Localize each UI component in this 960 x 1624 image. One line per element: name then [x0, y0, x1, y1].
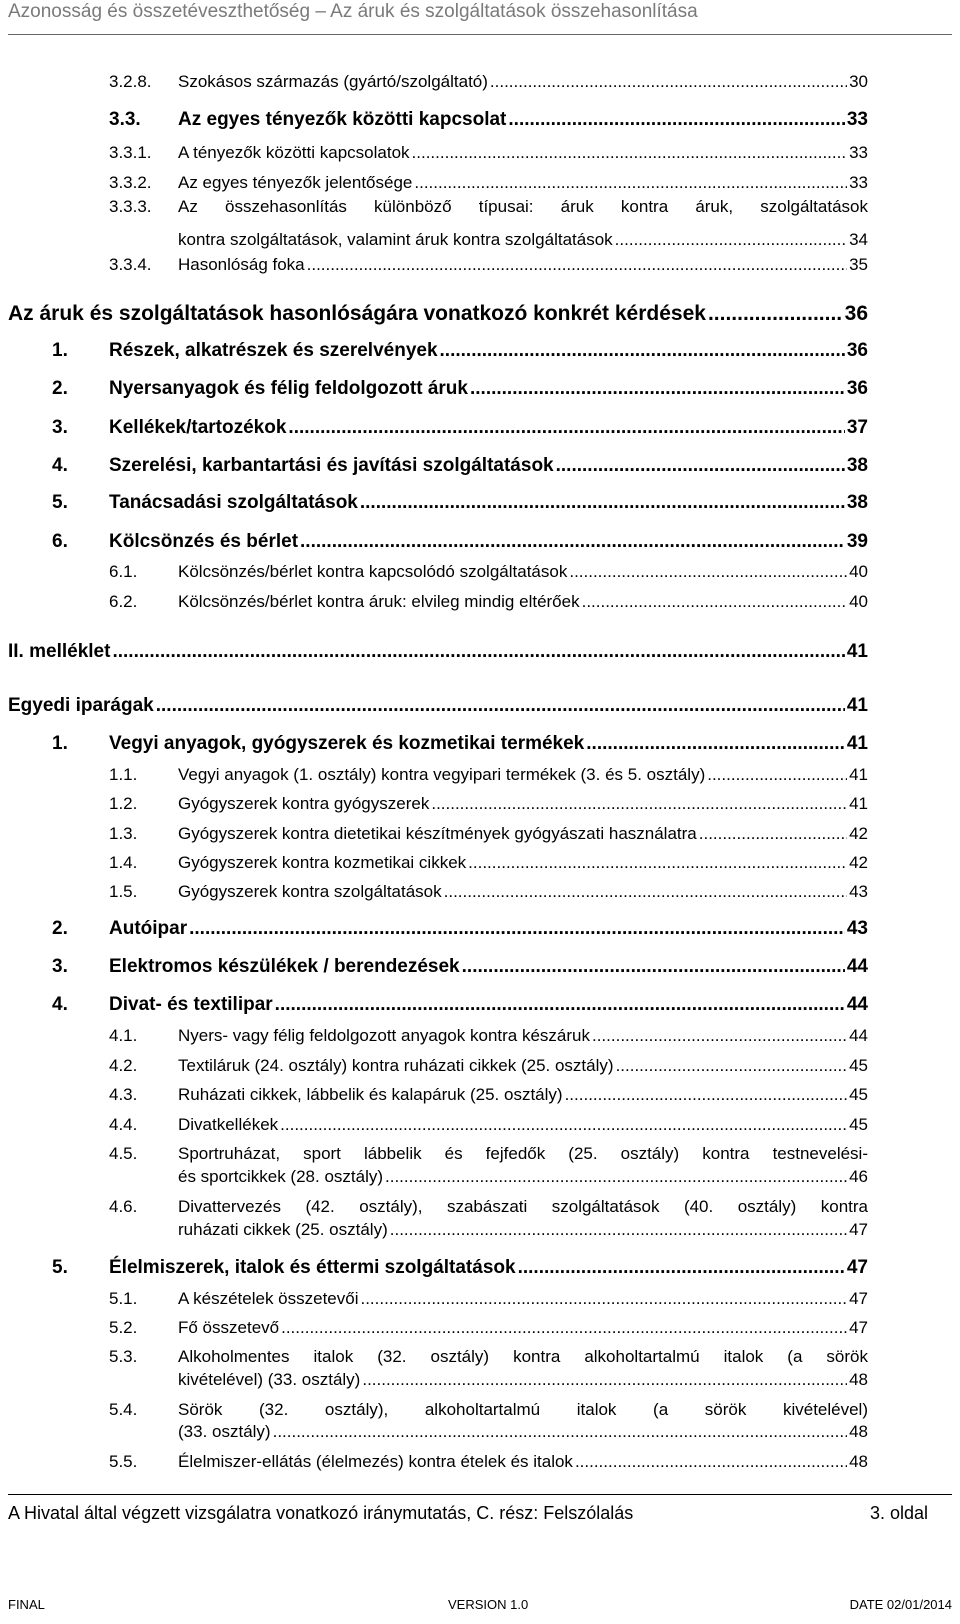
- dot-leader: [440, 340, 845, 362]
- dot-leader: [616, 1056, 848, 1076]
- toc-entry-page: 40: [849, 562, 868, 581]
- toc-entry-page: 48: [849, 1422, 868, 1441]
- toc-entry-number: 1.: [52, 733, 68, 754]
- toc-entry-page: 42: [849, 853, 868, 872]
- toc-entry-title: kontra szolgáltatások, valamint áruk kontra szolgáltatások: [178, 230, 613, 249]
- toc-entry-page: 36: [846, 378, 868, 399]
- toc-entry-page: 47: [846, 1257, 868, 1278]
- toc-entry-number: 4.2.: [109, 1056, 138, 1075]
- footer-document-title: A Hivatal által végzett vizsgálatra vonatkozó iránymutatás, C. rész: Felszólalás: [8, 1503, 634, 1523]
- toc-entry-number: 4.4.: [109, 1115, 138, 1134]
- dot-leader: [431, 794, 847, 814]
- footer-date: DATE 02/01/2014: [849, 1597, 952, 1612]
- toc-entry-number: 4.1.: [109, 1026, 138, 1045]
- toc-entry-page: 41: [846, 695, 868, 716]
- toc-entry-page: 37: [846, 417, 868, 438]
- dot-leader: [565, 1085, 848, 1105]
- toc-entry-page: 35: [849, 255, 868, 274]
- toc-entry-title: Autóipar: [109, 918, 188, 939]
- dot-leader: [156, 695, 845, 717]
- toc-entry-title: kivételével) (33. osztály): [178, 1370, 361, 1389]
- toc-entry-page: 43: [846, 918, 868, 939]
- toc-entry-page: 44: [846, 994, 868, 1015]
- toc-entry-title: Gyógyszerek kontra szolgáltatások: [178, 882, 442, 901]
- toc-entry-page: 33: [849, 143, 868, 162]
- dot-leader: [414, 173, 847, 193]
- toc-entry-number: 1.4.: [109, 853, 138, 872]
- toc-entry-page: 47: [849, 1289, 868, 1308]
- toc-entry-title: Gyógyszerek kontra dietetikai készítmények gyógyászati használatra: [178, 824, 697, 843]
- dot-leader: [462, 956, 845, 978]
- toc-entry-title: II. melléklet: [8, 641, 111, 662]
- toc-entry-page: 45: [849, 1085, 868, 1104]
- toc-entry-number: 5.2.: [109, 1318, 138, 1337]
- toc-entry-title: Részek, alkatrészek és szerelvények: [109, 340, 438, 361]
- toc-entry-page: 33: [849, 173, 868, 192]
- toc-entry-page: 36: [846, 340, 868, 361]
- dot-leader: [586, 733, 845, 755]
- toc-entry-title: Egyedi iparágak: [8, 695, 154, 716]
- toc-entry-number: 4.: [52, 455, 68, 476]
- toc-entry-title: Divat- és textilipar: [109, 994, 273, 1015]
- toc-entry-title: Szerelési, karbantartási és javítási szolgáltatások: [109, 455, 554, 476]
- toc-entry-title: Nyersanyagok és félig feldolgozott áruk: [109, 378, 468, 399]
- toc-entry-number: 3.: [52, 956, 68, 977]
- toc-entry-page: 48: [849, 1370, 868, 1389]
- toc-entry-page: 44: [846, 956, 868, 977]
- toc-entry-page: 43: [849, 882, 868, 901]
- toc-entry-title: A tényezők közötti kapcsolatok: [178, 143, 410, 162]
- toc-entry-title-line1: Sörök (32. osztály), alkoholtartalmú italok (a sörök kivételével): [178, 1400, 868, 1419]
- toc-entry-title-line1: Alkoholmentes italok (32. osztály) kontra alkoholtartalmú italok (a sörök: [178, 1347, 868, 1366]
- dot-leader: [707, 765, 847, 785]
- toc-entry-page: 45: [849, 1056, 868, 1075]
- dot-leader: [112, 641, 844, 663]
- toc-entry-number: 4.3.: [109, 1085, 138, 1104]
- dot-leader: [444, 882, 847, 902]
- toc-entry-title: A készételek összetevői: [178, 1289, 359, 1308]
- toc-entry-title: Textiláruk (24. osztály) kontra ruházati cikkek (25. osztály): [178, 1056, 614, 1075]
- page-footer: [8, 1494, 952, 1525]
- dot-leader: [575, 1452, 847, 1472]
- dot-leader: [518, 1257, 845, 1279]
- dot-leader: [708, 302, 843, 326]
- toc-entry-page: 41: [846, 641, 868, 662]
- toc-entry-title: ruházati cikkek (25. osztály): [178, 1220, 388, 1239]
- toc-entry-page: 45: [849, 1115, 868, 1134]
- toc-entry-title: Nyers- vagy félig feldolgozott anyagok kontra készáruk: [178, 1026, 590, 1045]
- running-header: [8, 0, 952, 35]
- dot-leader: [582, 592, 847, 612]
- toc-entry-page: 47: [849, 1220, 868, 1239]
- toc-entry-number: 5.4.: [109, 1400, 138, 1419]
- dot-leader: [556, 455, 845, 477]
- toc-entry-number: 4.6.: [109, 1197, 138, 1216]
- toc-entry-title: Fő összetevő: [178, 1318, 280, 1337]
- toc-entry-number: 4.: [52, 994, 68, 1015]
- toc-entry-title: Ruházati cikkek, lábbelik és kalapáruk (25. osztály): [178, 1085, 563, 1104]
- toc-entry-title: Divatkellékek: [178, 1115, 279, 1134]
- toc-entry-title: Az egyes tényezők közötti kapcsolat: [178, 109, 507, 130]
- dot-leader: [490, 72, 847, 92]
- dot-leader: [307, 255, 847, 275]
- toc-entry-page: 34: [849, 230, 868, 249]
- dot-leader: [385, 1167, 847, 1187]
- toc-entry-title: Gyógyszerek kontra kozmetikai cikkek: [178, 853, 467, 872]
- dot-leader: [280, 1115, 847, 1135]
- toc-entry-number: 3.3.4.: [109, 255, 152, 274]
- toc-entry-title: (33. osztály): [178, 1422, 271, 1441]
- toc-entry-number: 6.1.: [109, 562, 138, 581]
- toc-entry-number: 3.2.8.: [109, 72, 152, 91]
- toc-entry-number: 5.: [52, 492, 68, 513]
- toc-entry-title: Vegyi anyagok (1. osztály) kontra vegyipari termékek (3. és 5. osztály): [178, 765, 706, 784]
- toc-entry-title: Kölcsönzés/bérlet kontra áruk: elvileg mindig eltérőek: [178, 592, 580, 611]
- version-footer: [8, 1594, 952, 1616]
- toc-entry-page: 40: [849, 592, 868, 611]
- toc-entry-number: 5.3.: [109, 1347, 138, 1366]
- dot-leader: [189, 918, 845, 940]
- dot-leader: [281, 1318, 847, 1338]
- toc-entry-title-line1: Az összehasonlítás különböző típusai: áruk kontra áruk, szolgáltatások: [178, 197, 868, 216]
- toc-entry-number: 1.2.: [109, 794, 138, 813]
- dot-leader: [288, 417, 844, 439]
- toc-entry-title: Élelmiszer-ellátás (élelmezés) kontra ételek és italok: [178, 1452, 573, 1471]
- toc-entry-page: 41: [849, 794, 868, 813]
- dot-leader: [592, 1026, 847, 1046]
- dot-leader: [615, 230, 847, 250]
- toc-entry-title: Szokásos származás (gyártó/szolgáltató): [178, 72, 488, 91]
- toc-entry-number: 3.: [52, 417, 68, 438]
- toc-entry-number: 1.3.: [109, 824, 138, 843]
- toc-entry-title: Kellékek/tartozékok: [109, 417, 287, 438]
- toc-entry-page: 33: [846, 109, 868, 130]
- toc-entry-number: 3.3.: [109, 109, 141, 130]
- dot-leader: [412, 143, 848, 163]
- dot-leader: [508, 109, 844, 131]
- toc-entry-page: 30: [849, 72, 868, 91]
- dot-leader: [362, 1370, 847, 1390]
- toc-entry-number: 3.3.1.: [109, 143, 152, 162]
- toc-entry-page: 46: [849, 1167, 868, 1186]
- toc-entry-title: és sportcikkek (28. osztály): [178, 1167, 384, 1186]
- toc-entry-title: Vegyi anyagok, gyógyszerek és kozmetikai termékek: [109, 733, 585, 754]
- toc-entry-title-line1: Sportruházat, sport lábbelik és fejfedők (25. osztály) kontra testnevelési-: [178, 1144, 868, 1163]
- footer-version: VERSION 1.0: [448, 1597, 529, 1612]
- toc-entry-number: 2.: [52, 918, 68, 939]
- toc-entry-number: 1.: [52, 340, 68, 361]
- dot-leader: [390, 1220, 847, 1240]
- toc-entry-title: Kölcsönzés/bérlet kontra kapcsolódó szolgáltatások: [178, 562, 568, 581]
- toc-entry-page: 41: [849, 765, 868, 784]
- toc-entry-page: 47: [849, 1318, 868, 1337]
- toc-entry-page: 41: [846, 733, 868, 754]
- toc-entry-number: 3.3.2.: [109, 173, 152, 192]
- dot-leader: [360, 1289, 847, 1309]
- toc-entry-page: 38: [846, 455, 868, 476]
- toc-entry-number: 1.5.: [109, 882, 138, 901]
- toc-entry-number: 5.5.: [109, 1452, 138, 1471]
- dot-leader: [569, 562, 847, 582]
- toc-entry-number: 5.1.: [109, 1289, 138, 1308]
- toc-entry-number: 5.: [52, 1257, 68, 1278]
- toc-entry-title-line1: Divattervezés (42. osztály), szabászati szolgáltatások (40. osztály) kontra: [178, 1197, 868, 1216]
- toc-entry-title: Az áruk és szolgáltatások hasonlóságára vonatkozó konkrét kérdések: [8, 302, 706, 325]
- toc-entry-number: 1.1.: [109, 765, 138, 784]
- dot-leader: [300, 531, 845, 553]
- toc-entry-number: 2.: [52, 378, 68, 399]
- dot-leader: [273, 1422, 847, 1442]
- toc-entry-page: 42: [849, 824, 868, 843]
- toc-entry-page: 48: [849, 1452, 868, 1471]
- dot-leader: [699, 824, 847, 844]
- dot-leader: [275, 994, 845, 1016]
- header-title: Azonosság és összetéveszthetőség – Az áruk és szolgáltatások összehasonlítása: [8, 1, 698, 22]
- toc-entry-title: Elektromos készülékek / berendezések: [109, 956, 460, 977]
- toc-entry-number: 4.5.: [109, 1144, 138, 1163]
- toc-entry-title: Tanácsadási szolgáltatások: [109, 492, 358, 513]
- toc-entry-title: Hasonlóság foka: [178, 255, 305, 274]
- toc-entry-number: 6.: [52, 531, 68, 552]
- dot-leader: [470, 378, 845, 400]
- toc-entry-page: 38: [846, 492, 868, 513]
- toc-entry-title: Kölcsönzés és bérlet: [109, 531, 299, 552]
- footer-final: FINAL: [8, 1597, 45, 1612]
- toc-entry-number: 6.2.: [109, 592, 138, 611]
- toc-entry-title: Gyógyszerek kontra gyógyszerek: [178, 794, 430, 813]
- page-number: 3. oldal: [869, 1503, 928, 1523]
- toc-entry-title: Élelmiszerek, italok és éttermi szolgáltatások: [109, 1257, 516, 1278]
- toc-entry-title: Az egyes tényezők jelentősége: [178, 173, 413, 192]
- toc-entry-page: 44: [849, 1026, 868, 1045]
- dot-leader: [468, 853, 847, 873]
- toc-entry-page: 39: [846, 531, 868, 552]
- dot-leader: [360, 492, 845, 514]
- toc-entry-page: 36: [844, 302, 868, 325]
- toc-entry-number: 3.3.3.: [109, 197, 152, 216]
